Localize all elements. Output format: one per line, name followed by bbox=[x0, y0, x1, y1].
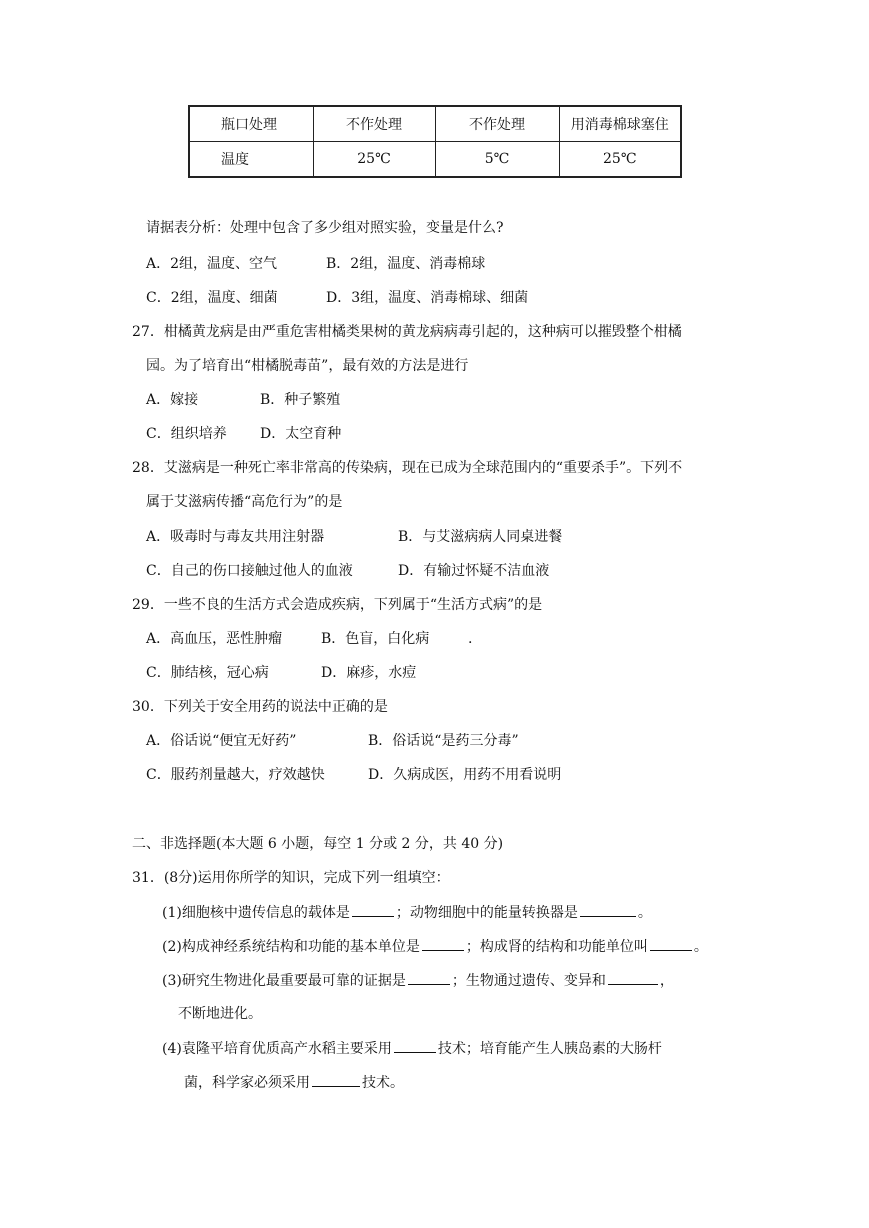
q31-part3-text-b: ；生物通过遗传、变异和 bbox=[451, 973, 606, 989]
q31-part3-cont: 不断地进化。 bbox=[178, 1006, 262, 1022]
answer-blank[interactable] bbox=[608, 970, 658, 985]
q31-part3 bbox=[162, 970, 674, 991]
q29-option-c: C．肺结核，冠心病 bbox=[146, 665, 269, 681]
q31-part2-text-c: 。 bbox=[693, 939, 708, 955]
q26-option-d: D．3组，温度、消毒棉球、细菌 bbox=[326, 290, 529, 306]
q26-option-c: C．2组，温度、细菌 bbox=[146, 290, 278, 306]
q30-option-c: C．服药剂量越大，疗效越快 bbox=[146, 767, 325, 783]
q29-option-d: D．麻疹，水痘 bbox=[321, 665, 417, 681]
q28-option-d: D．有输过怀疑不洁血液 bbox=[398, 563, 550, 579]
q27-option-a: A．嫁接 bbox=[146, 392, 199, 408]
q26-option-b: B．2组，温度、消毒棉球 bbox=[326, 256, 486, 272]
q31-part3-text-a: (3)研究生物进化最重要最可靠的证据是 bbox=[162, 973, 406, 989]
q31-part1-text-a: (1)细胞核中遗传信息的载体是 bbox=[162, 905, 350, 921]
q29-stem: 29．一些不良的生活方式会造成疾病，下列属于“生活方式病”的是 bbox=[132, 597, 543, 613]
q31-part4-text-a: (4)袁隆平培育优质高产水稻主要采用 bbox=[162, 1041, 392, 1057]
q31-part1-text-c: 。 bbox=[637, 905, 652, 921]
answer-blank[interactable] bbox=[312, 1072, 360, 1087]
answer-blank[interactable] bbox=[408, 970, 450, 985]
experiment-table bbox=[188, 105, 682, 178]
q31-part1-text-b: ；动物细胞中的能量转换器是 bbox=[395, 905, 578, 921]
answer-blank[interactable] bbox=[580, 902, 636, 917]
q31-part2 bbox=[162, 936, 708, 957]
q30-option-b: B．俗话说“是药三分毒” bbox=[368, 733, 519, 749]
table-cell: 25℃ bbox=[313, 142, 435, 178]
table-cell: 25℃ bbox=[559, 142, 681, 178]
answer-blank[interactable] bbox=[422, 936, 464, 951]
q30-option-a: A．俗话说“便宜无好药” bbox=[146, 733, 297, 749]
q31-part2-text-a: (2)构成神经系统结构和功能的基本单位是 bbox=[162, 939, 420, 955]
q31-part1 bbox=[162, 902, 652, 923]
q28-option-c: C．自己的伤口接触过他人的血液 bbox=[146, 563, 353, 579]
q26-option-a: A．2组，温度、空气 bbox=[146, 256, 278, 272]
q27-option-d: D．太空育种 bbox=[260, 426, 342, 442]
q28-option-b: B．与艾滋病病人同桌进餐 bbox=[398, 529, 563, 545]
q31-part4 bbox=[162, 1038, 662, 1059]
q28-stem-line2: 属于艾滋病传播“高危行为”的是 bbox=[146, 494, 343, 510]
answer-blank[interactable] bbox=[650, 936, 692, 951]
q29-stray-dot: . bbox=[468, 631, 473, 647]
q28-stem-line1: 28．艾滋病是一种死亡率非常高的传染病，现在已成为全球范围内的“重要杀手”。下列不 bbox=[132, 460, 683, 476]
q27-stem-line2: 园。为了培育出“柑橘脱毒苗”，最有效的方法是进行 bbox=[146, 358, 469, 374]
q27-option-b: B．种子繁殖 bbox=[260, 392, 341, 408]
q30-option-d: D．久病成医，用药不用看说明 bbox=[368, 767, 562, 783]
table-cell: 不作处理 bbox=[313, 106, 435, 142]
q31-part4-text-c: 菌，科学家必须采用 bbox=[184, 1075, 310, 1091]
q29-option-b: B．色盲，白化病 bbox=[321, 631, 430, 647]
answer-blank[interactable] bbox=[394, 1038, 436, 1053]
q27-option-c: C．组织培养 bbox=[146, 426, 227, 442]
table-cell: 不作处理 bbox=[435, 106, 559, 142]
q28-option-a: A．吸毒时与毒友共用注射器 bbox=[146, 529, 325, 545]
q31-part3-text-c: ， bbox=[659, 973, 674, 989]
q31-part4-text-d: 技术。 bbox=[362, 1075, 404, 1091]
section-heading: 二、非选择题(本大题 6 小题，每空 1 分或 2 分，共 40 分) bbox=[132, 836, 504, 852]
table-cell: 瓶口处理 bbox=[189, 106, 313, 142]
table-cell: 5℃ bbox=[435, 142, 559, 178]
q29-option-a: A．高血压，恶性肿瘤 bbox=[146, 631, 283, 647]
q27-stem-line1: 27．柑橘黄龙病是由严重危害柑橘类果树的黄龙病病毒引起的，这种病可以摧毁整个柑橘 bbox=[132, 324, 682, 340]
table-row bbox=[189, 142, 681, 178]
table-cell: 用消毒棉球塞住 bbox=[559, 106, 681, 142]
q31-part4-cont bbox=[184, 1072, 404, 1093]
q31-part2-text-b: ；构成肾的结构和功能单位叫 bbox=[465, 939, 648, 955]
q26-stem: 请据表分析：处理中包含了多少组对照实验，变量是什么? bbox=[146, 220, 504, 236]
q31-part4-text-b: 技术；培育能产生人胰岛素的大肠杆 bbox=[437, 1041, 662, 1057]
answer-blank[interactable] bbox=[352, 902, 394, 917]
table-cell: 温度 bbox=[189, 142, 313, 178]
q31-stem: 31．(8分)运用你所学的知识，完成下列一组填空： bbox=[132, 870, 450, 886]
table-row bbox=[189, 106, 681, 142]
q30-stem: 30．下列关于安全用药的说法中正确的是 bbox=[132, 699, 388, 715]
